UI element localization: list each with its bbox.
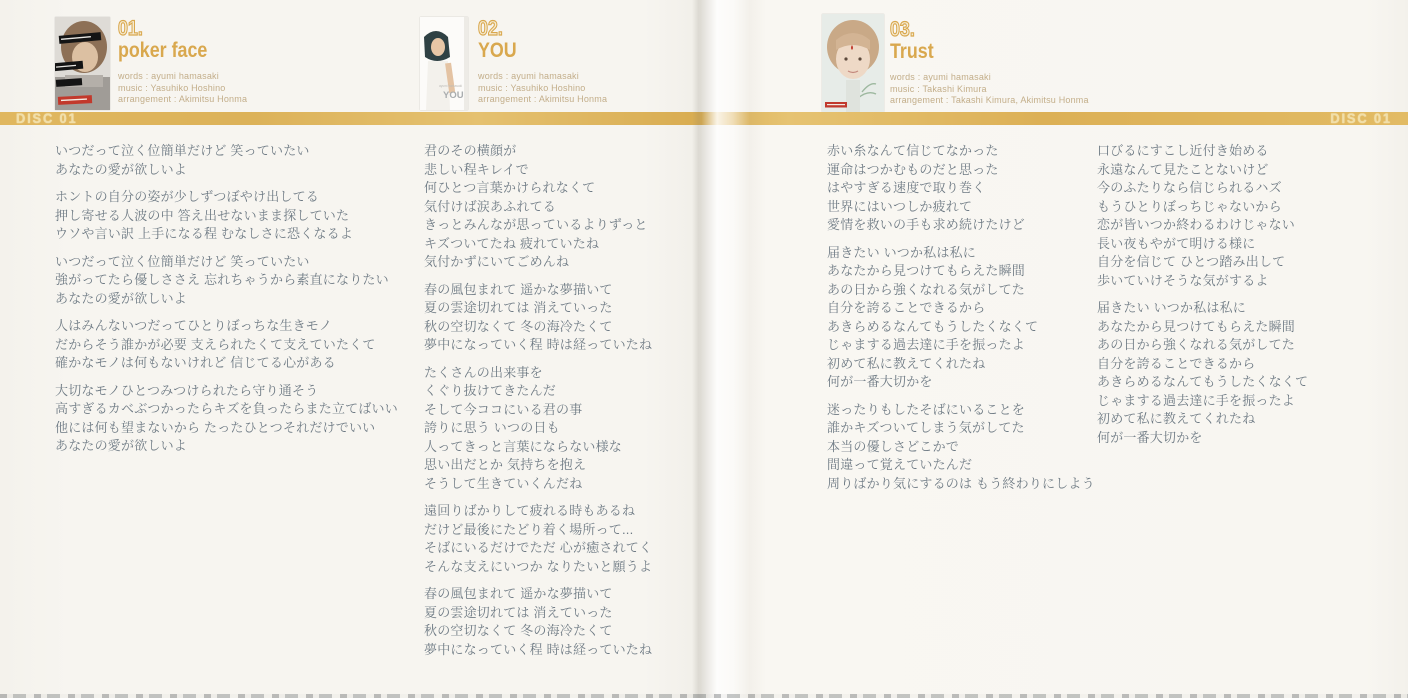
credit-line: arrangement : Akimitsu Honma: [478, 94, 608, 104]
lyrics-line: 何が一番大切かを: [1097, 429, 1203, 445]
song-header-you: [420, 17, 740, 112]
lyrics-line: 強がってたら優しささえ 忘れちゃうから素直になりたい: [55, 272, 389, 287]
lyrics-stanza: [827, 244, 1087, 392]
lyrics-line: 大切なモノひとつみつけられたら守り通そう: [55, 382, 319, 398]
lyrics-line: 夏の雲途切れては 消えていった: [424, 604, 613, 620]
lyrics-line: 周りばかり気にするのは もう終わりにしよう: [827, 475, 1095, 491]
lyrics-line: 秋の空切なくて 冬の海冷たくて: [424, 318, 613, 334]
cover-title-text: YOU: [443, 90, 464, 101]
song-credits: [118, 71, 247, 106]
lyrics-line: 人はみんないつだってひとりぼっちな生きモノ: [55, 318, 333, 333]
lyrics-line: 赤い糸なんて信じてなかった: [827, 143, 999, 158]
lyrics-line: たくさんの出来事を: [424, 364, 543, 380]
lyrics-line: 気付けば涙あふれてる: [424, 198, 557, 214]
lyrics-stanza: [827, 142, 1087, 235]
lyrics-line: 運命はつかむものだと思った: [827, 161, 999, 177]
lyrics-line: 気付かずにいてごめんね: [424, 254, 570, 269]
credit-line: music : Takashi Kimura: [890, 83, 987, 94]
lyrics-line: 迷ったりもしたそばにいることを: [827, 401, 1026, 417]
lyrics-line: 何が一番大切かを: [827, 374, 933, 389]
lyrics-line: あなたから見つけてもらえた瞬間: [1097, 318, 1296, 334]
lyrics-stanza: [55, 317, 415, 373]
lyrics-line: 間違って覚えていたんだ: [827, 457, 973, 472]
song-header-text: [478, 19, 607, 106]
lyrics-line: そうして生きていくんだね: [424, 475, 583, 491]
disc-label-left: DISC 01: [16, 110, 78, 126]
lyrics-line: 歩いていけそうな気がするよ: [1097, 272, 1269, 288]
song-title: Trust: [890, 40, 934, 63]
lyrics-line: いつだって泣く位簡単だけど 笑っていたい: [55, 253, 310, 269]
lyrics-line: 永遠なんて見たことないけど: [1097, 161, 1269, 177]
lyrics-line: ウソや言い訳 上手になる程 むなしさに恐くなるよ: [55, 226, 354, 241]
lyrics-line: 夏の雲途切れては 消えていった: [424, 300, 613, 315]
lyrics-line: 誇りに思う いつの日も: [424, 420, 560, 435]
album-cover-poker-face: [55, 17, 110, 110]
lyrics-line: あきらめるなんてもうしたくなくて: [827, 318, 1039, 334]
lyrics-line: 春の風包まれて 遥かな夢描いて: [424, 586, 613, 601]
song-credits: [890, 72, 1089, 107]
lyrics-line: そして今ココにいる君の事: [424, 401, 583, 417]
lyrics-line: いつだって泣く位簡単だけど 笑っていたい: [55, 143, 310, 158]
lyrics-stanza: [55, 253, 415, 309]
album-cover-you: [420, 17, 468, 110]
credit-line: words : ayumi hamasaki: [478, 71, 579, 81]
lyrics-line: 自分を信じて ひとつ踏み出して: [1097, 254, 1286, 269]
lyrics-line: あなたの愛が欲しいよ: [55, 161, 188, 177]
lyrics-line: キズついてたね 疲れていたね: [424, 235, 600, 251]
credit-line: words : ayumi hamasaki: [890, 72, 991, 82]
lyrics-line: あなたの愛が欲しいよ: [55, 290, 188, 306]
credit-line: arrangement : Akimitsu Honma: [118, 94, 248, 104]
song-title: YOU: [478, 39, 517, 62]
song-number: 01.: [118, 17, 143, 40]
lyrics-line: 誰かキズついてしまう気がしてた: [827, 420, 1025, 435]
lyrics-line: 届きたい いつか私は私に: [827, 244, 977, 260]
song-title: poker face: [118, 39, 208, 62]
lyrics-line: 思い出だとか 気持ちを抱え: [424, 457, 587, 472]
lyrics-line: 口びるにすこし近付き始める: [1097, 143, 1269, 158]
lyrics-line: 世界にはいつしか疲れて: [827, 198, 973, 214]
lyrics-line: 押し寄せる人波の中 答え出せないまま探していた: [55, 207, 350, 223]
lyrics-line: 君のその横顔が: [424, 143, 517, 158]
lyrics-stanza: [827, 401, 1095, 494]
lyrics-line: あなたから見つけてもらえた瞬間: [827, 263, 1026, 278]
lyrics-line: そんな支えにいつか なりたいと願うよ: [424, 558, 653, 574]
lyrics-stanza: [424, 364, 744, 494]
lyrics-line: あきらめるなんてもうしたくなくて: [1097, 374, 1309, 389]
lyrics-line: 今のふたりなら信じられるハズ: [1097, 180, 1282, 195]
lyrics-stanza: [1097, 142, 1377, 290]
lyrics-line: 高すぎるカベぶつかったらキズを負ったらまた立てばいい: [55, 401, 398, 416]
lyrics-stanza: [55, 382, 415, 456]
lyrics-line: 初めて私に教えてくれたね: [827, 355, 986, 371]
lyrics-stanza: [424, 281, 744, 355]
lyrics-line: 届きたい いつか私は私に: [1097, 300, 1247, 315]
lyrics-column-trust-2: [1097, 142, 1377, 456]
lyrics-line: 夢中になっていく程 時は経っていたね: [424, 641, 653, 657]
lyrics-line: 長い夜もやがて明ける様に: [1097, 235, 1256, 251]
lyrics-line: だからそう誰かが必要 支えられたくて支えていたくて: [55, 336, 376, 352]
lyrics-stanza: [1097, 299, 1377, 447]
credit-line: music : Yasuhiko Hoshino: [118, 82, 226, 93]
lyrics-line: 夢中になっていく程 時は経っていたね: [424, 337, 653, 352]
lyrics-line: 他には何も望まないから たったひとつそれだけでいい: [55, 419, 376, 435]
credit-line: words : ayumi hamasaki: [118, 71, 219, 81]
cover-artist-text: ayumi hamasaki: [439, 84, 463, 88]
lyrics-stanza: [424, 502, 744, 576]
lyrics-line: 恋が皆いつか終わるわけじゃない: [1097, 217, 1296, 232]
album-cover-trust: [822, 14, 884, 112]
lyrics-line: 愛情を救いの手も求め続けたけど: [827, 217, 1026, 232]
song-header-text: [890, 20, 1089, 107]
lyrics-line: ホントの自分の姿が少しずつぼやけ出してる: [55, 189, 320, 204]
lyrics-line: あの日から強くなれる気がしてた: [1097, 337, 1296, 352]
song-header-text: [118, 19, 247, 106]
lyrics-stanza: [424, 585, 744, 659]
lyrics-line: あなたの愛が欲しいよ: [55, 438, 188, 453]
lyrics-line: 初めて私に教えてくれたね: [1097, 411, 1256, 426]
lyrics-line: 遠回りばかりして疲れる時もあるね: [424, 503, 636, 518]
lyrics-stanza: [55, 142, 415, 179]
lyrics-line: 悲しい程キレイで: [424, 161, 529, 177]
lyrics-line: だけど最後にたどり着く場所って...: [424, 521, 634, 537]
lyrics-line: 自分を誇ることできるから: [827, 300, 986, 315]
lyrics-line: くぐり抜けてきたんだ: [424, 383, 557, 398]
lyrics-line: あの日から強くなれる気がしてた: [827, 281, 1026, 297]
lyrics-line: 本当の優しさどこかで: [827, 438, 960, 454]
lyrics-line: 春の風包まれて 遥かな夢描いて: [424, 281, 613, 297]
lyrics-line: 秋の空切なくて 冬の海冷たくて: [424, 623, 613, 638]
lyrics-line: 自分を誇ることできるから: [1097, 355, 1256, 371]
lyrics-line: 人ってきっと言葉にならない様な: [424, 438, 623, 454]
lyrics-line: はやすぎる速度で取り巻く: [827, 180, 986, 195]
lyrics-line: 確かなモノは何もないけれど 信じてる心がある: [55, 355, 336, 370]
lyrics-stanza: [55, 188, 415, 244]
song-number: 03.: [890, 18, 915, 41]
disc-band: [0, 112, 1408, 125]
lyrics-column-poker-face: [55, 142, 415, 465]
lyrics-stanza: [424, 142, 744, 272]
lyrics-line: じゃまする過去達に手を振ったよ: [827, 337, 1026, 352]
lyrics-line: そばにいるだけでただ 心が癒されてく: [424, 540, 653, 555]
lyrics-column-you: [424, 142, 744, 668]
credit-line: music : Yasuhiko Hoshino: [478, 82, 586, 93]
song-number: 02.: [478, 17, 503, 40]
credit-line: arrangement : Takashi Kimura, Akimitsu Honma: [890, 95, 1089, 105]
lyrics-column-trust-1: [827, 142, 1095, 502]
lyrics-line: もうひとりぼっちじゃないから: [1097, 198, 1282, 214]
disc-label-right: DISC 01: [1330, 110, 1392, 126]
lyrics-line: 何ひとつ言葉かけられなくて: [424, 180, 596, 195]
song-header-poker-face: [55, 17, 395, 112]
lyrics-line: きっとみんなが思っているよりずっと: [424, 217, 648, 232]
song-header-trust: [822, 14, 1182, 112]
song-credits: [478, 71, 607, 106]
lyrics-line: じゃまする過去達に手を振ったよ: [1097, 392, 1296, 408]
